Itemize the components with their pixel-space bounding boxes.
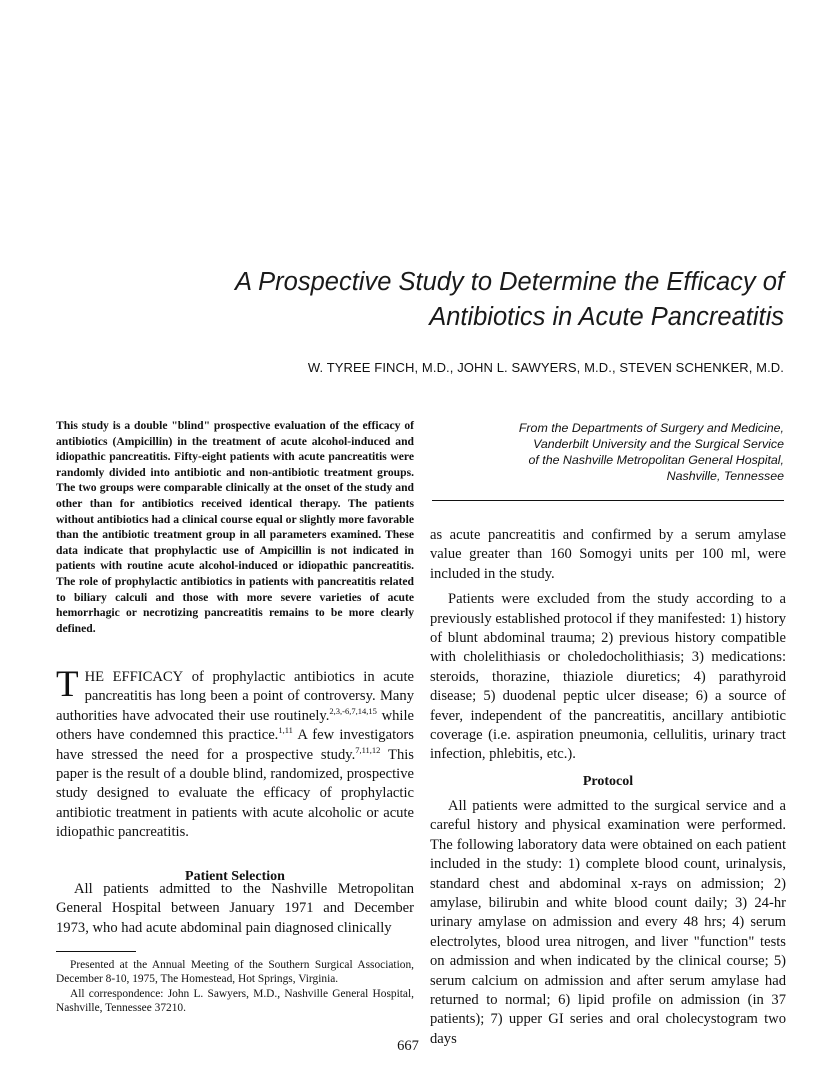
page-number: 667 [397, 1038, 419, 1054]
section-heading-protocol: Protocol [582, 774, 634, 789]
protocol-paragraph: All patients were admitted to the surgical service and a careful history and physical examination were performed. The following laboratory data were obtained on each patient included in the study: 1) complete blood count, urinalysis, standard chest and abdominal x-rays on admission; 2) amylase, bilirubin and white blood count daily; 3) 24-hr urinary amylase on admission and every 48 hrs; 4) serum electrolytes, blood urea nitrogen, and liver "function" tests on admission and when indicated by the clinical course; 5) serum calcium on admission and after serum amylase had returned to normal; 6) lipid profile on admission (in 37 patients); 7) upper GI series and oral cholecystogram two days [430, 798, 786, 1047]
affiliation [424, 420, 784, 484]
patient-selection-paragraph: All patients admitted to the Nashville Metropolitan General Hospital between January 1971 and December 1973, who had acute abdominal pain diagnosed clinically [56, 881, 414, 936]
abstract: This study is a double "blind" prospective evaluation of the efficacy of antibiotics (Ampicillin) in the treatment of acute alcohol-induced and idiopathic pancreatitis. Fifty-eight patients with acute pancreatitis were randomly divided into antibiotic and non-antibiotic treatment groups. The two groups were comparable clinically at the onset of the study and other than for antibiotics received identical therapy. The patients without antibiotics had a clinical course equal or slightly more favorable than the antibiotic treatment group in all parameters examined. These data indicate that prophylactic use of Ampicillin is not indicated in patients with routine acute alcohol-induced or idiopathic pancreatitis. The role of prophylactic antibiotics in patients with pancreatitis related to biliary calculi and those with more severe varieties of acute hemorrhagic or necrotizing pancreatitis remains to be more clearly defined. [56, 419, 414, 635]
citation-2: 1,11 [278, 725, 293, 736]
citation-3: 7,11,12 [355, 744, 381, 755]
intro-paragraph [56, 664, 415, 843]
affiliation-divider [432, 500, 784, 501]
intro-text-2: while others have condemned this practice. [56, 707, 414, 744]
affiliation-line-1: From the Departments of Surgery and Medicine, [518, 421, 784, 435]
citation-1: 2,3,-6,7,14,15 [329, 705, 377, 716]
footnotes [56, 958, 414, 1016]
affiliation-line-3: of the Nashville Metropolitan General Hospital, [528, 453, 784, 467]
article-title [84, 265, 784, 335]
exclusion-criteria-paragraph: Patients were excluded from the study according to a previously established protocol if they manifested: 1) history of blunt abdominal trauma; 2) previous history compatible with cholelithiasis or choledocholithiasis; 3) medications: steroids, thorazine, thiaziole diuretics; 4) parathyroid disease; 5) duodenal peptic ulcer disease; 6) a source of fever, independent of the pancreatitis, ancillary antibiotic coverage (i.e. aspiration pneumonia, cellulitis, urinary tract infection, phlebitis, etc.). [430, 591, 786, 763]
footnote-divider [56, 951, 136, 952]
section-heading-patient-selection: Patient Selection [185, 869, 285, 884]
footnote-presented: Presented at the Annual Meeting of the Southern Surgical Association, December 8-10, 1975, The Homestead, Hot Springs, Virginia. [56, 959, 414, 986]
intro-section [56, 664, 415, 843]
title-line-1: A Prospective Study to Determine the Efficacy of [235, 268, 784, 296]
title-line-2: Antibiotics in Acute Pancreatitis [429, 303, 784, 331]
right-column-top [430, 526, 786, 765]
intro-text-4: This paper is the result of a double blind, randomized, prospective study designed to evaluate the efficacy of prophylactic antibiotic treatment in patients with acute alcoholic or acute idiopathic pancreatitis. [56, 746, 414, 841]
intro-text-1: of prophylactic antibiotics in acute pancreatitis has long been a point of controversy. Many authorities have advocated their use routinely. [56, 669, 415, 724]
affiliation-line-2: Vanderbilt University and the Surgical Service [533, 437, 784, 451]
author-list: W. TYREE FINCH, M.D., JOHN L. SAWYERS, M.D., STEVEN SCHENKER, M.D. [307, 360, 784, 375]
footnote-correspondence: All correspondence: John L. Sawyers, M.D., Nashville General Hospital, Nashville, Tennessee 37210. [56, 987, 414, 1015]
drop-cap: T [56, 664, 79, 705]
patient-selection-section [56, 880, 414, 938]
protocol-section [430, 797, 786, 1049]
intro-lead-in: HE EFFICACY [84, 669, 184, 685]
selection-continuation-paragraph: as acute pancreatitis and confirmed by a serum amylase value greater than 160 Somogyi units per 100 ml, were included in the study. [430, 527, 786, 582]
intro-text-3: A few investigators have stressed the need for a prospective study. [56, 727, 414, 763]
affiliation-line-4: Nashville, Tennessee [666, 469, 784, 483]
